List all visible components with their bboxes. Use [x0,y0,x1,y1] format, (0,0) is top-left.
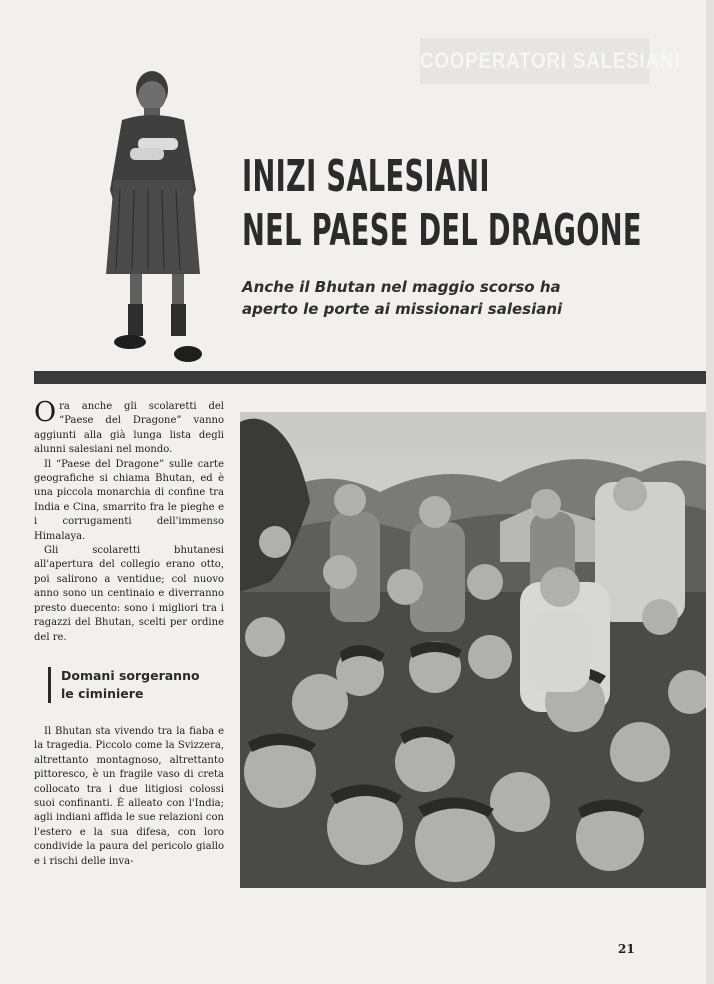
paragraph-text: ra anche gli scolaretti del “Paese del Dragone” vanno aggiunti alla già lunga lista degli alunni salesiani nel mondo. [34,401,224,456]
title-line-1: INIZI SALESIANI [242,151,490,202]
section-rubric: COOPERATORI SALESIANI [420,38,650,84]
subheading-line-1: Domani sorgeranno [61,667,200,683]
article-text-column [34,397,224,869]
group-photo [240,412,711,888]
subheading-line-2: le ciminiere [61,685,144,701]
paragraph [34,397,224,458]
title-line-2: NEL PAESE DEL DRAGONE [242,205,642,256]
page-number: 21 [618,942,635,956]
page-edge [706,0,714,984]
article-title [242,150,642,258]
drop-cap: O [34,397,57,428]
boy-photo [100,60,220,375]
article-subtitle [242,276,562,320]
paragraph: Il “Paese del Dragone” sulle carte geografiche si chiama Bhutan, ed è una piccola monarchia di confine tra India e Cina, smarrito fra le pieghe e i corrugamenti dell'immenso Himalaya. [34,458,224,542]
horizontal-rule [34,371,711,384]
paragraph: Gli scolaretti bhutanesi all'apertura del collegio erano otto, poi salirono a ventidue; col nuovo anno sono un centinaio e diverranno presto duecento: sono i migliori tra i ragazzi del Bhutan, scelti per ordine del re. [34,545,224,643]
subtitle-line-2: aperto le porte ai missionari salesiani [242,300,563,318]
subtitle-line-1: Anche il Bhutan nel maggio scorso ha [242,278,561,296]
paragraph: Il Bhutan sta vivendo tra la fiaba e la tragedia. Piccolo come la Svizzera, altrettanto montagnoso, altrettanto pittoresco, è un fragile vaso di creta collocato tra i due litigiosi colossi suoi confinanti. È alleato con l'India; agli indiani affida le sue relazioni con l'estero e la sua difesa, con loro condivide la paura del pericolo giallo e i rischi delle inva- [34,725,224,867]
subheading [48,667,224,703]
